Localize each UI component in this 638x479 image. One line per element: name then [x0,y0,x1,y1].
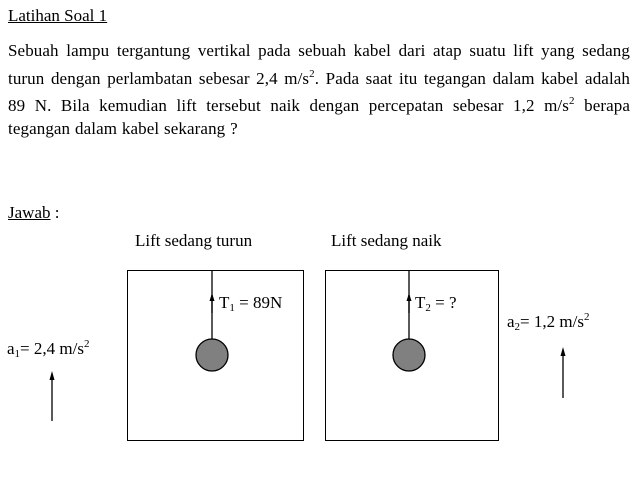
lamp-left-icon [196,339,228,371]
tension-arrowhead-right-icon [407,293,412,301]
tension-value-t1: = 89N [234,293,283,312]
accel-symbol-a2: a [507,312,515,331]
tension-label-t1 [219,293,282,314]
lamp-right-icon [393,339,425,371]
accel-exponent-a2: 2 [583,311,590,323]
problem-exponent-2: 2 [568,95,575,107]
answer-colon: : [50,203,60,222]
lift-up-caption: Lift sedang naik [331,231,442,250]
accel-arrowhead-left-icon [50,371,55,380]
page-title: Latihan Soal 1 [8,6,108,25]
tension-value-t2: = ? [430,293,457,312]
accel-value-a2: = 1,2 m/s [520,312,584,331]
accel-exponent-a1: 2 [83,338,90,350]
tension-subscript-t1: 1 [229,302,235,314]
tension-subscript-t2: 2 [425,302,431,314]
tension-symbol-t2: T [415,293,426,312]
problem-text-2: . Pada saat itu tegangan dalam kabel adalah 89 N. Bila kemudian lift tersebut naik dengan percepatan sebesar 1,2 m/s [8,68,631,115]
accel-arrowhead-right-icon [561,347,566,356]
accel-subscript-a2: 2 [514,321,521,333]
accel-subscript-a1: 1 [14,348,21,360]
answer-label: Jawab [8,203,51,222]
problem-exponent-1: 2 [309,67,315,80]
accel-value-a1: = 2,4 m/s [20,339,84,358]
accel-symbol-a1: a [7,339,15,358]
accel-label-a1 [7,338,89,360]
accel-label-a2 [507,311,589,333]
lift-down-caption: Lift sedang turun [135,231,253,250]
tension-symbol-t1: T [219,293,230,312]
tension-arrowhead-left-icon [210,293,215,301]
tension-label-t2 [415,293,457,314]
problem-text-3: berapa tegangan dalam kabel sekarang ? [8,96,630,138]
problem-text-1: Sebuah lampu tergantung vertikal pada sebuah kabel dari atap suatu lift yang sedang turun dengan perlambatan sebesar 2,4 m/s [8,41,630,88]
